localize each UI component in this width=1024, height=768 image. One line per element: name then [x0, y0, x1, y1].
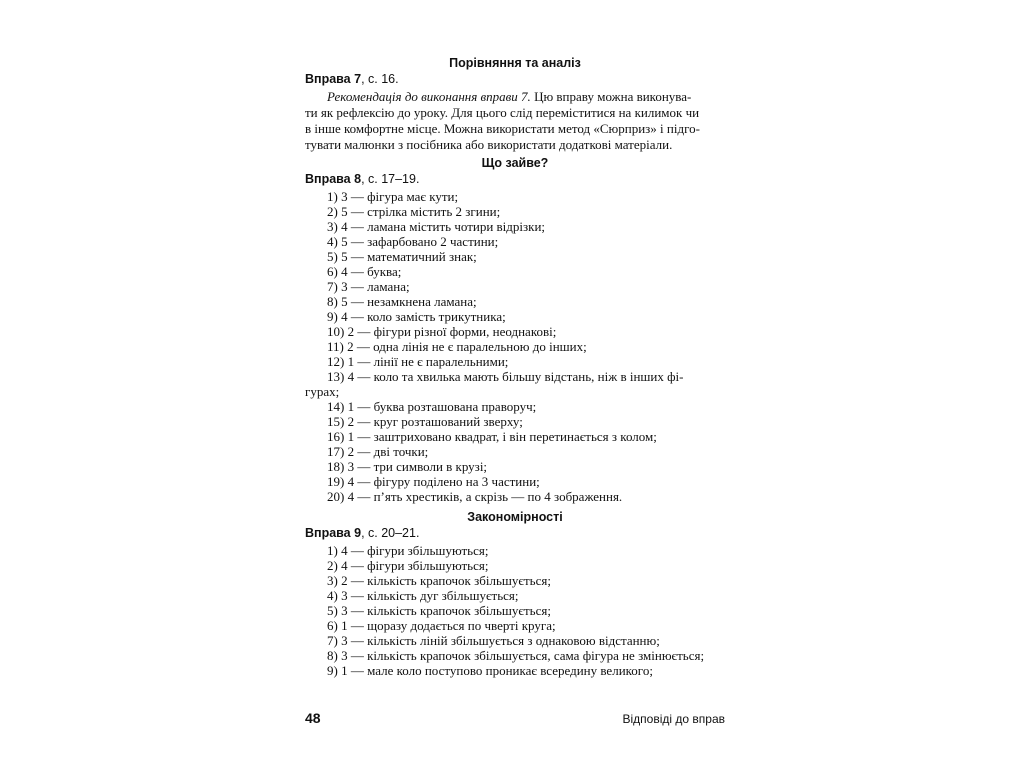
exercise-7-ref: , с. 16. — [361, 72, 399, 86]
page-number: 48 — [305, 710, 321, 726]
exercise-9-answers — [305, 543, 725, 678]
list-item: 2) 4 — фігури збільшуються; — [327, 558, 489, 573]
list-item-13-continuation: гурах; — [305, 384, 340, 399]
section-heading-patterns: Закономірності — [467, 510, 563, 524]
list-item: 2) 5 — стрілка містить 2 згини; — [327, 204, 501, 219]
list-item: 20) 4 — п’ять хрестиків, а скрізь — по 4 зображення. — [327, 489, 623, 504]
list-item-13-text: 13) 4 — коло та хвилька мають більшу відстань, ніж в інших фі- — [327, 369, 684, 384]
exercise-8-title — [305, 172, 419, 186]
list-item-13 — [305, 369, 725, 399]
list-item: 1) 4 — фігури збільшуються; — [327, 543, 489, 558]
recommendation-line-3: в інше комфортне місце. Можна використати метод «Сюрприз» і підго- — [305, 121, 700, 136]
exercise-7-recommendation — [305, 89, 725, 153]
exercise-7-label: Вправа 7 — [305, 72, 362, 86]
list-item: 11) 2 — одна лінія не є паралельною до інших; — [327, 339, 587, 354]
list-item: 6) 4 — буква; — [327, 264, 402, 279]
list-item: 5) 5 — математичний знак; — [327, 249, 477, 264]
recommendation-line-1: Цю вправу можна виконува- — [530, 89, 692, 104]
list-item: 9) 1 — мале коло поступово проникає всередину великого; — [327, 663, 653, 678]
list-item: 4) 5 — зафарбовано 2 частини; — [327, 234, 499, 249]
list-item: 14) 1 — буква розташована праворуч; — [327, 399, 537, 414]
list-item: 6) 1 — щоразу додається по чверті круга; — [327, 618, 556, 633]
exercise-9-title — [305, 526, 419, 540]
recommendation-line-2: ти як рефлексію до уроку. Для цього слід переміститися на килимок чи — [305, 105, 700, 120]
exercise-9-label: Вправа 9 — [305, 526, 362, 540]
list-item: 1) 3 — фігура має кути; — [327, 189, 459, 204]
list-item: 3) 4 — ламана містить чотири відрізки; — [327, 219, 546, 234]
list-item: 3) 2 — кількість крапочок збільшується; — [327, 573, 551, 588]
list-item: 10) 2 — фігури різної форми, неоднакові; — [327, 324, 557, 339]
exercise-8-answers — [305, 189, 725, 504]
exercise-8-ref: , с. 17–19. — [361, 172, 420, 186]
list-item: 7) 3 — ламана; — [327, 279, 410, 294]
recommendation-line-4: тувати малюнки з посібника або використати додаткові матеріали. — [305, 137, 673, 152]
list-item: 7) 3 — кількість ліній збільшується з однаковою відстанню; — [327, 633, 660, 648]
exercise-7-title — [305, 72, 399, 86]
list-item: 18) 3 — три символи в крузі; — [327, 459, 488, 474]
section-heading-odd-one-out: Що зайве? — [481, 156, 549, 170]
list-item: 17) 2 — дві точки; — [327, 444, 429, 459]
list-item: 8) 3 — кількість крапочок збільшується, сама фігура не змінюється; — [327, 648, 705, 663]
recommendation-label: Рекомендація до виконання вправи 7. — [327, 89, 531, 104]
list-item: 16) 1 — заштриховано квадрат, і він перетинається з колом; — [327, 429, 657, 444]
running-title: Відповіді до вправ — [622, 712, 725, 726]
list-item: 5) 3 — кількість крапочок збільшується; — [327, 603, 551, 618]
exercise-9-ref: , с. 20–21. — [361, 526, 420, 540]
section-heading-comparison: Порівняння та аналіз — [449, 56, 581, 70]
book-page — [305, 52, 725, 732]
list-item: 4) 3 — кількість дуг збільшується; — [327, 588, 519, 603]
list-item: 9) 4 — коло замість трикутника; — [327, 309, 506, 324]
exercise-8-label: Вправа 8 — [305, 172, 362, 186]
list-item: 15) 2 — круг розташований зверху; — [327, 414, 523, 429]
list-item: 12) 1 — лінії не є паралельними; — [327, 354, 509, 369]
list-item: 19) 4 — фігуру поділено на 3 частини; — [327, 474, 540, 489]
list-item: 8) 5 — незамкнена ламана; — [327, 294, 477, 309]
